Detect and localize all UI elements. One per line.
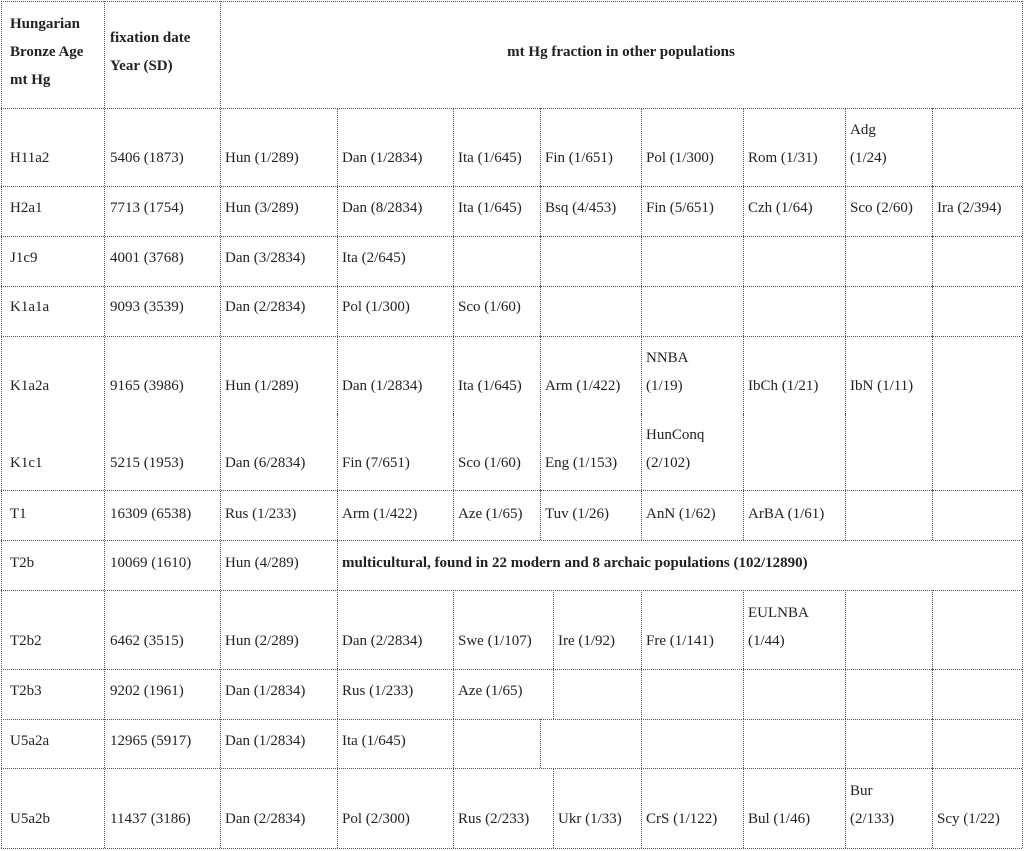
row-divider [1,848,1022,849]
column-divider [337,590,338,669]
cell-line: (2/102) [646,455,691,471]
date-cell: 16309 (6538) [110,506,192,522]
population-cell: Aze (1/65) [458,683,523,699]
date-cell: 9165 (3986) [110,378,184,394]
column-divider [1022,1,1023,848]
column-divider [337,186,338,236]
column-divider [932,414,933,490]
cell-line: NNBA [646,350,689,366]
column-divider [1,1,2,848]
population-cell: Bsq (4/453) [545,200,617,216]
column-divider [641,414,642,490]
cell-line: EULNBA [748,605,809,621]
column-divider [932,186,933,236]
population-cell: Ita (1/645) [458,150,522,166]
population-cell: Eng (1/153) [545,455,618,471]
column-divider [453,108,454,186]
column-divider [641,719,642,768]
column-divider [743,719,744,768]
column-divider [641,590,642,669]
column-divider [337,768,338,848]
column-divider [540,186,541,236]
column-divider [932,336,933,414]
population-cell: Ita (1/645) [458,378,522,394]
column-divider [641,108,642,186]
population-cell: Dan (3/2834) [225,250,306,266]
date-cell: 11437 (3186) [110,811,191,827]
column-divider [845,669,846,719]
date-cell: 10069 (1610) [110,555,192,571]
column-divider [453,669,454,719]
population-cell: Ita (1/645) [458,200,522,216]
haplogroup-cell: K1a2a [10,378,50,394]
row-divider [1,186,1022,187]
column-divider [743,286,744,336]
population-cell: Dan (2/2834) [225,811,306,827]
population-cell: Dan (8/2834) [342,200,423,216]
population-cell: Fin (7/651) [342,455,410,471]
population-cell: Dan (2/2834) [225,299,306,315]
column-divider [453,286,454,336]
cell-line: (1/24) [850,150,887,166]
column-divider [337,236,338,286]
cell-line: fixation date [110,30,191,46]
population-cell: Dan (6/2834) [225,455,306,471]
column-divider [641,236,642,286]
column-divider [540,336,541,414]
row-divider [1,1,1022,2]
column-divider [845,414,846,490]
date-cell: 12965 (5917) [110,733,192,749]
date-cell: 6462 (3515) [110,633,184,649]
population-cell: Ira (2/394) [937,200,1002,216]
column-divider [553,590,554,669]
column-divider [845,590,846,669]
column-divider [540,414,541,490]
population-cell: Ita (2/645) [342,250,406,266]
population-cell [850,116,887,172]
column-divider [453,768,454,848]
population-cell [646,421,704,477]
population-cell: Pol (2/300) [342,811,410,827]
population-cell: IbN (1/11) [850,378,914,394]
population-cell: Scy (1/22) [937,811,1000,827]
row-divider [1,236,1022,237]
column-divider [453,590,454,669]
header-fixation-date [110,24,190,80]
row-divider [1,768,1022,769]
population-cell: Fin (1/651) [545,150,613,166]
column-divider [743,236,744,286]
column-divider [743,768,744,848]
column-divider [337,286,338,336]
column-divider [743,414,744,490]
column-divider [932,236,933,286]
population-cell: Sco (1/60) [458,455,521,471]
column-divider [453,186,454,236]
column-divider [743,590,744,669]
population-cell: Aze (1/65) [458,506,523,522]
population-cell: Tuv (1/26) [545,506,610,522]
haplogroup-cell: T2b2 [10,633,42,649]
population-cell: Hun (3/289) [225,200,299,216]
column-divider [540,719,541,768]
population-cell: Fin (5/651) [646,200,714,216]
column-divider [743,669,744,719]
population-cell: Arm (1/422) [342,506,418,522]
haplogroup-cell: U5a2b [10,811,50,827]
column-divider [540,490,541,540]
population-cell: Czh (1/64) [748,200,813,216]
column-divider [540,108,541,186]
population-cell: Fre (1/141) [646,633,714,649]
column-divider [845,286,846,336]
population-cell: Ita (1/645) [342,733,406,749]
column-divider [220,1,221,848]
column-divider [453,236,454,286]
row-divider [1,669,1022,670]
column-divider [845,108,846,186]
population-cell [646,344,689,400]
column-divider [641,768,642,848]
column-divider [453,490,454,540]
multicultural-note: multicultural, found in 22 modern and 8 archaic populations (102/12890) [342,555,808,571]
haplogroup-cell: U5a2a [10,733,50,749]
date-cell: 5215 (1953) [110,455,184,471]
population-cell: Pol (1/300) [342,299,410,315]
population-cell: AnN (1/62) [646,506,716,522]
haplogroup-cell: J1c9 [10,250,38,266]
population-cell: Hun (4/289) [225,555,299,571]
population-cell: Dan (2/2834) [342,633,423,649]
column-divider [453,719,454,768]
column-divider [845,336,846,414]
column-divider [845,186,846,236]
haplogroup-cell: K1c1 [10,455,43,471]
cell-line: (1/44) [748,633,785,649]
cell-line: (2/133) [850,811,895,827]
header-fraction: mt Hg fraction in other populations [507,44,735,60]
column-divider [932,590,933,669]
date-cell: 7713 (1754) [110,200,184,216]
column-divider [932,768,933,848]
population-cell: Swe (1/107) [458,633,532,649]
column-divider [743,336,744,414]
column-divider [453,414,454,490]
column-divider [337,336,338,414]
population-cell: Hun (1/289) [225,150,299,166]
column-divider [743,108,744,186]
column-divider [337,414,338,490]
date-cell: 4001 (3768) [110,250,184,266]
population-cell [850,777,894,833]
column-divider [641,286,642,336]
cell-line: (1/19) [646,378,683,394]
row-divider [1,719,1022,720]
population-cell: Dan (1/2834) [225,733,306,749]
population-cell: Pol (1/300) [646,150,714,166]
population-cell: Sco (1/60) [458,299,521,315]
column-divider [540,286,541,336]
row-divider [1,590,1022,591]
haplogroup-cell: T1 [10,506,27,522]
column-divider [845,719,846,768]
population-cell: CrS (1/122) [646,811,718,827]
cell-line: Hungarian [10,16,81,32]
population-cell: Dan (1/2834) [225,683,306,699]
row-divider [1,336,1022,337]
column-divider [641,336,642,414]
column-divider [337,719,338,768]
column-divider [845,236,846,286]
date-cell: 5406 (1873) [110,150,184,166]
cell-line: Adg [850,122,876,138]
population-cell: IbCh (1/21) [748,378,819,394]
column-divider [337,669,338,719]
population-cell: Rus (2/233) [458,811,530,827]
population-cell: Rus (1/233) [225,506,297,522]
population-cell: Hun (2/289) [225,633,299,649]
population-cell: Ire (1/92) [558,633,616,649]
population-cell: Hun (1/289) [225,378,299,394]
column-divider [641,669,642,719]
column-divider [540,236,541,286]
row-divider [1,490,1022,491]
population-cell: Rus (1/233) [342,683,414,699]
column-divider [932,286,933,336]
row-divider [1,286,1022,287]
column-divider [104,1,105,848]
column-divider [337,108,338,186]
date-cell: 9093 (3539) [110,299,184,315]
date-cell: 9202 (1961) [110,683,184,699]
column-divider [932,108,933,186]
haplogroup-cell: T2b3 [10,683,42,699]
haplogroup-cell: H2a1 [10,200,43,216]
population-cell: ArBA (1/61) [748,506,825,522]
column-divider [553,669,554,719]
population-cell: Arm (1/422) [545,378,621,394]
column-divider [845,490,846,540]
column-divider [553,768,554,848]
column-divider [337,490,338,540]
column-divider [845,768,846,848]
column-divider [641,186,642,236]
column-divider [932,490,933,540]
haplogroup-cell: K1a1a [10,299,50,315]
header-hungarian-mt-hg [10,10,83,94]
cell-line: mt Hg [10,72,51,88]
column-divider [337,540,338,590]
cell-line: Bur [850,783,873,799]
column-divider [932,669,933,719]
population-cell: Dan (1/2834) [342,378,423,394]
population-cell: Rom (1/31) [748,150,818,166]
row-divider [1,108,1022,109]
cell-line: HunConq [646,427,705,443]
column-divider [641,490,642,540]
column-divider [932,719,933,768]
row-divider [1,540,1022,541]
column-divider [743,186,744,236]
haplogroup-cell: T2b [10,555,35,571]
population-cell: Bul (1/46) [748,811,811,827]
cell-line: Year (SD) [110,58,173,74]
column-divider [453,336,454,414]
column-divider [743,490,744,540]
cell-line: Bronze Age [10,44,84,60]
population-cell: Ukr (1/33) [558,811,622,827]
haplogroup-cell: H11a2 [10,150,50,166]
population-cell: Sco (2/60) [850,200,913,216]
population-cell: Dan (1/2834) [342,150,423,166]
population-cell [748,599,809,655]
